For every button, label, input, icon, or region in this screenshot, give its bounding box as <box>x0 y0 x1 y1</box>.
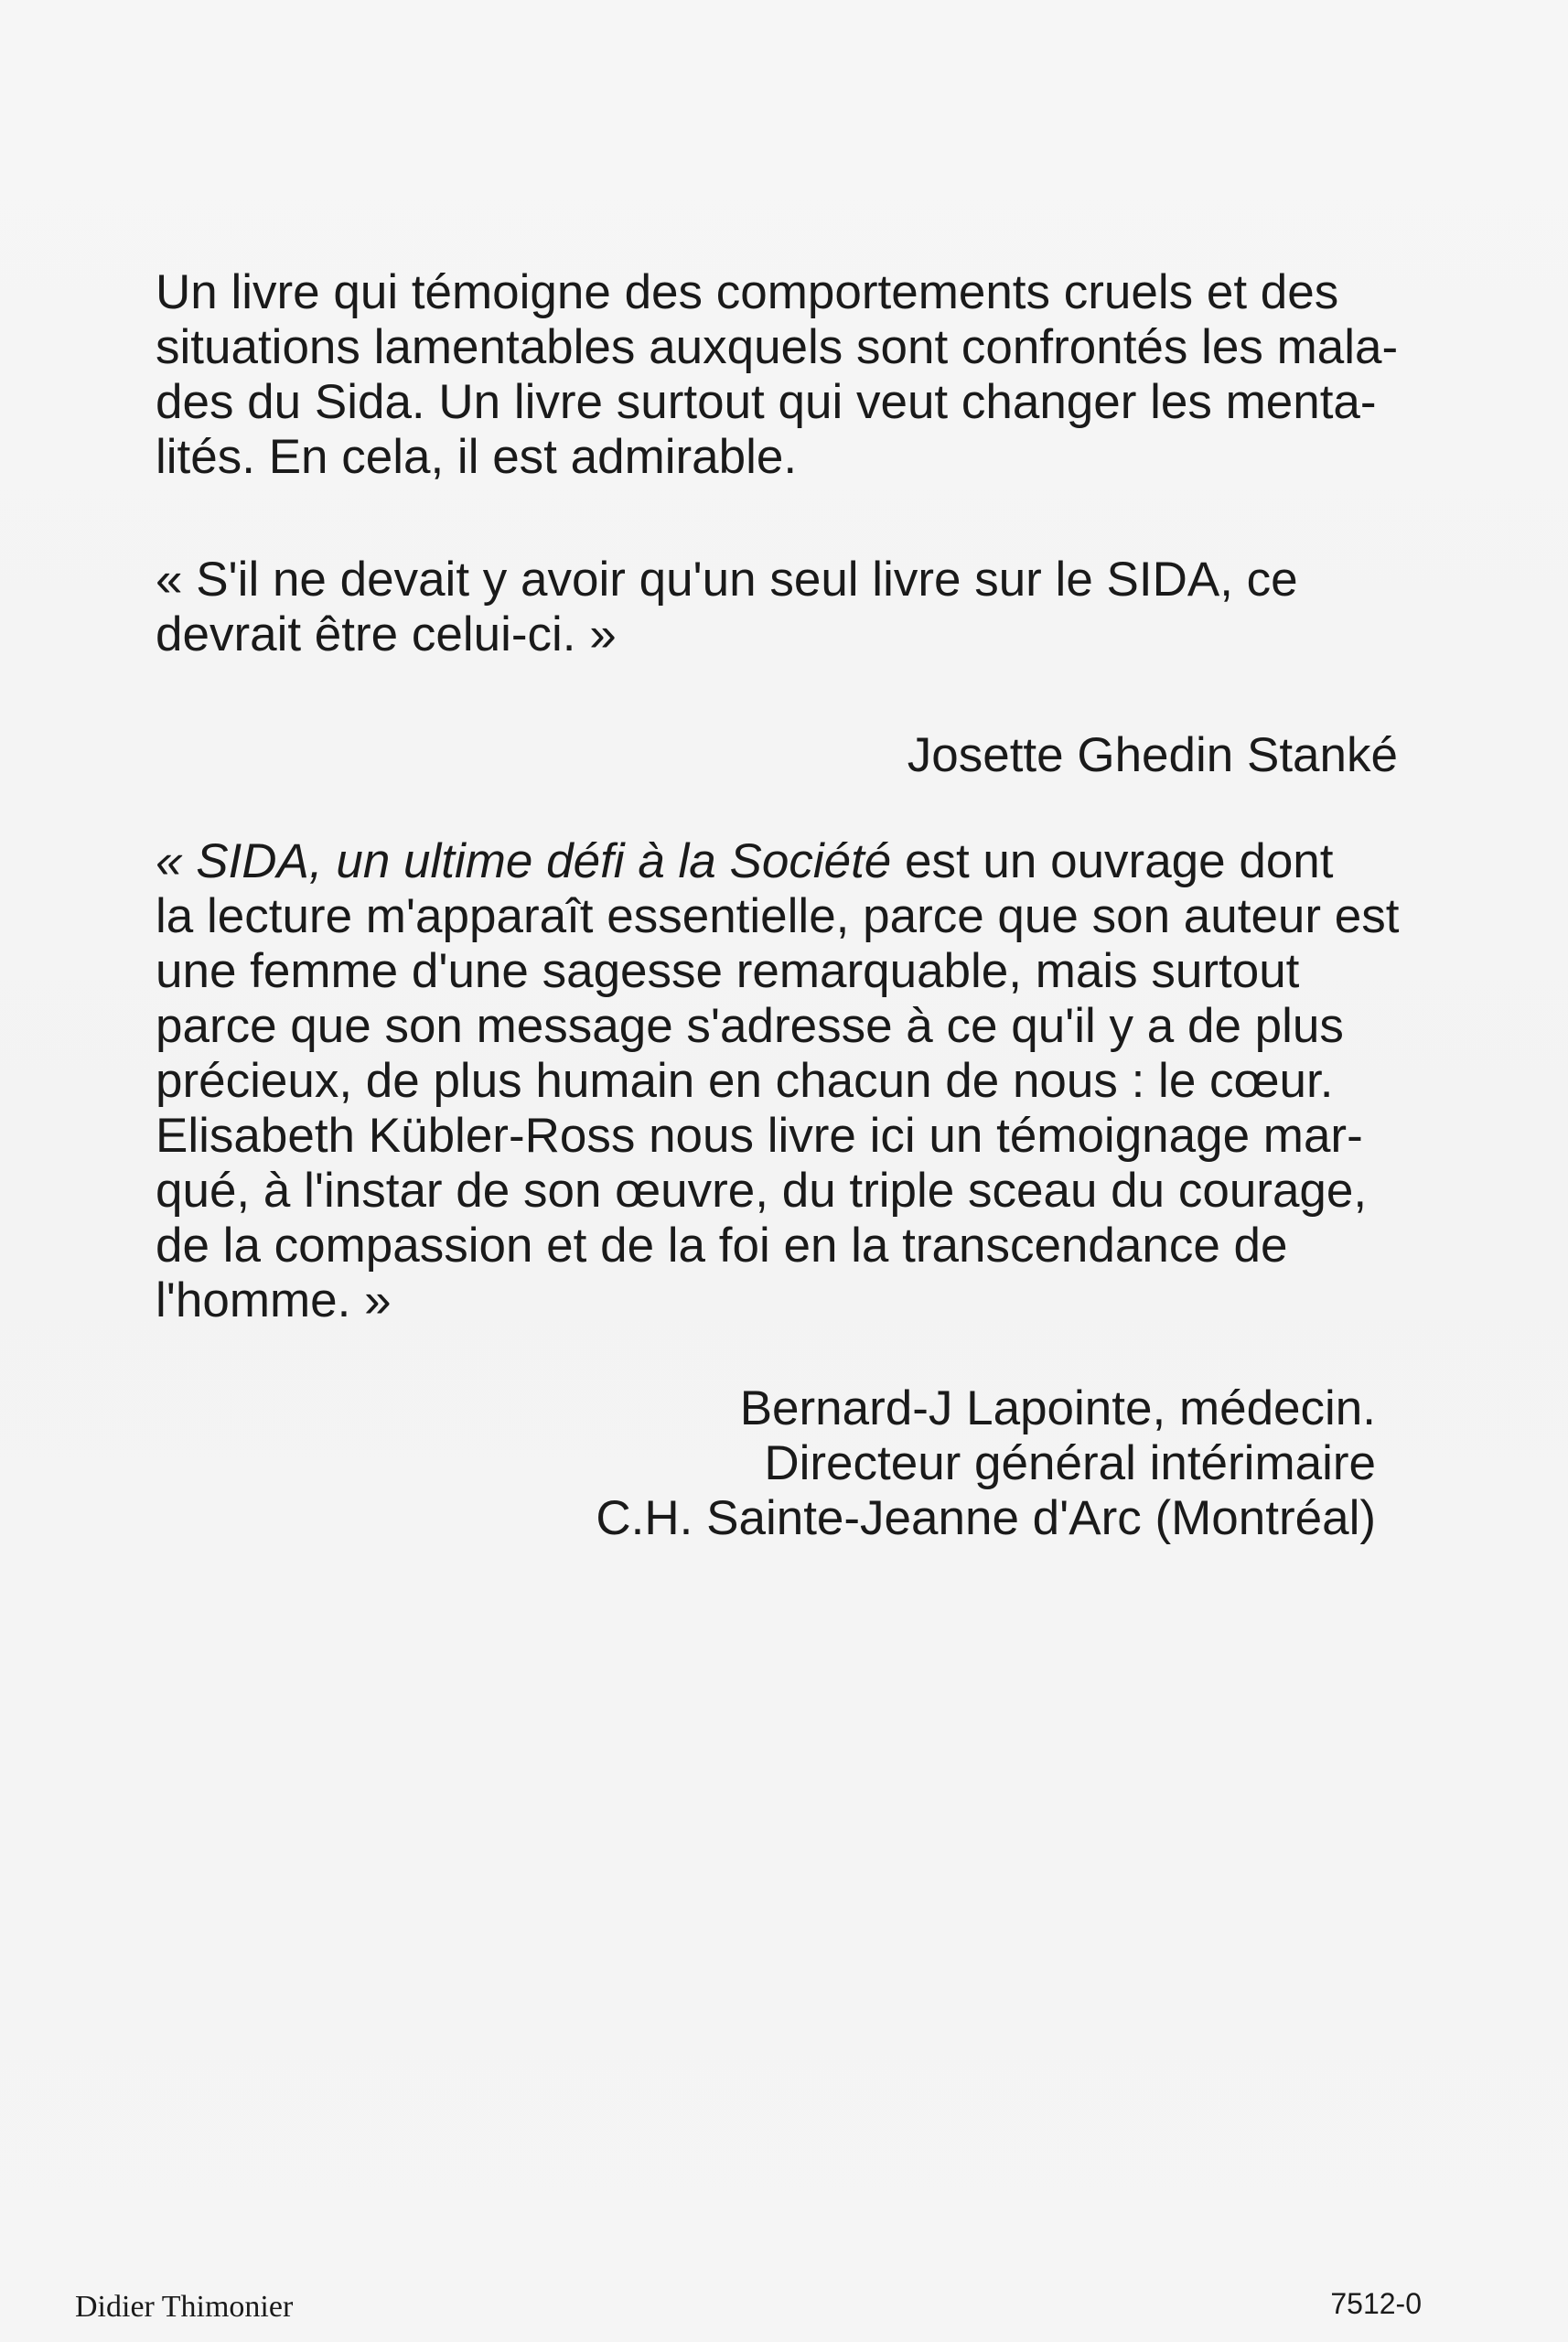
text-line: qué, à l'instar de son œuvre, du triple sceau du courage, <box>156 1164 1368 1218</box>
signature-josette-ghedin-stanke: Josette Ghedin Stanké <box>907 728 1398 782</box>
text-line: « S'il ne devait y avoir qu'un seul livre sur le SIDA, ce <box>156 553 1298 607</box>
text-line: Un livre qui témoigne des comportements cruels et des <box>156 265 1339 319</box>
signature-title: Directeur général intérimaire <box>764 1436 1376 1490</box>
text-line: de la compassion et de la foi en la transcendance de <box>156 1219 1288 1273</box>
review-paragraph-1 <box>156 265 1409 485</box>
text-line: une femme d'une sagesse remarquable, mais surtout <box>156 944 1300 998</box>
book-title-quote: « SIDA, un ultime défi à la Société <box>156 834 892 888</box>
text-line: lités. En cela, il est admirable. <box>156 430 798 484</box>
text-line-first <box>156 834 1409 889</box>
text-line: des du Sida. Un livre surtout qui veut changer les menta- <box>156 375 1377 429</box>
review-quote-paragraph <box>156 553 1409 662</box>
signature-institution: C.H. Sainte-Jeanne d'Arc (Montréal) <box>596 1491 1376 1545</box>
text-line: Elisabeth Kübler-Ross nous livre ici un témoignage mar- <box>156 1109 1363 1163</box>
text-line: situations lamentables auxquels sont confrontés les mala- <box>156 320 1399 374</box>
text-line-rest: est un ouvrage dont <box>891 834 1334 888</box>
text-line: devrait être celui-ci. » <box>156 607 617 661</box>
text-line: précieux, de plus humain en chacun de nous : le cœur. <box>156 1054 1334 1108</box>
text-line: la lecture m'apparaît essentielle, parce que son auteur est <box>156 889 1400 943</box>
publisher-name: Didier Thimonier <box>75 2290 294 2324</box>
review-paragraph-2 <box>156 834 1409 1328</box>
text-line: l'homme. » <box>156 1273 392 1327</box>
catalog-code: 7512-0 <box>1330 2287 1422 2320</box>
text-line: parce que son message s'adresse à ce qu'il y a de plus <box>156 999 1344 1053</box>
signature-name: Bernard-J Lapointe, médecin. <box>739 1381 1376 1435</box>
signature-bernard-lapointe <box>596 1381 1376 1546</box>
